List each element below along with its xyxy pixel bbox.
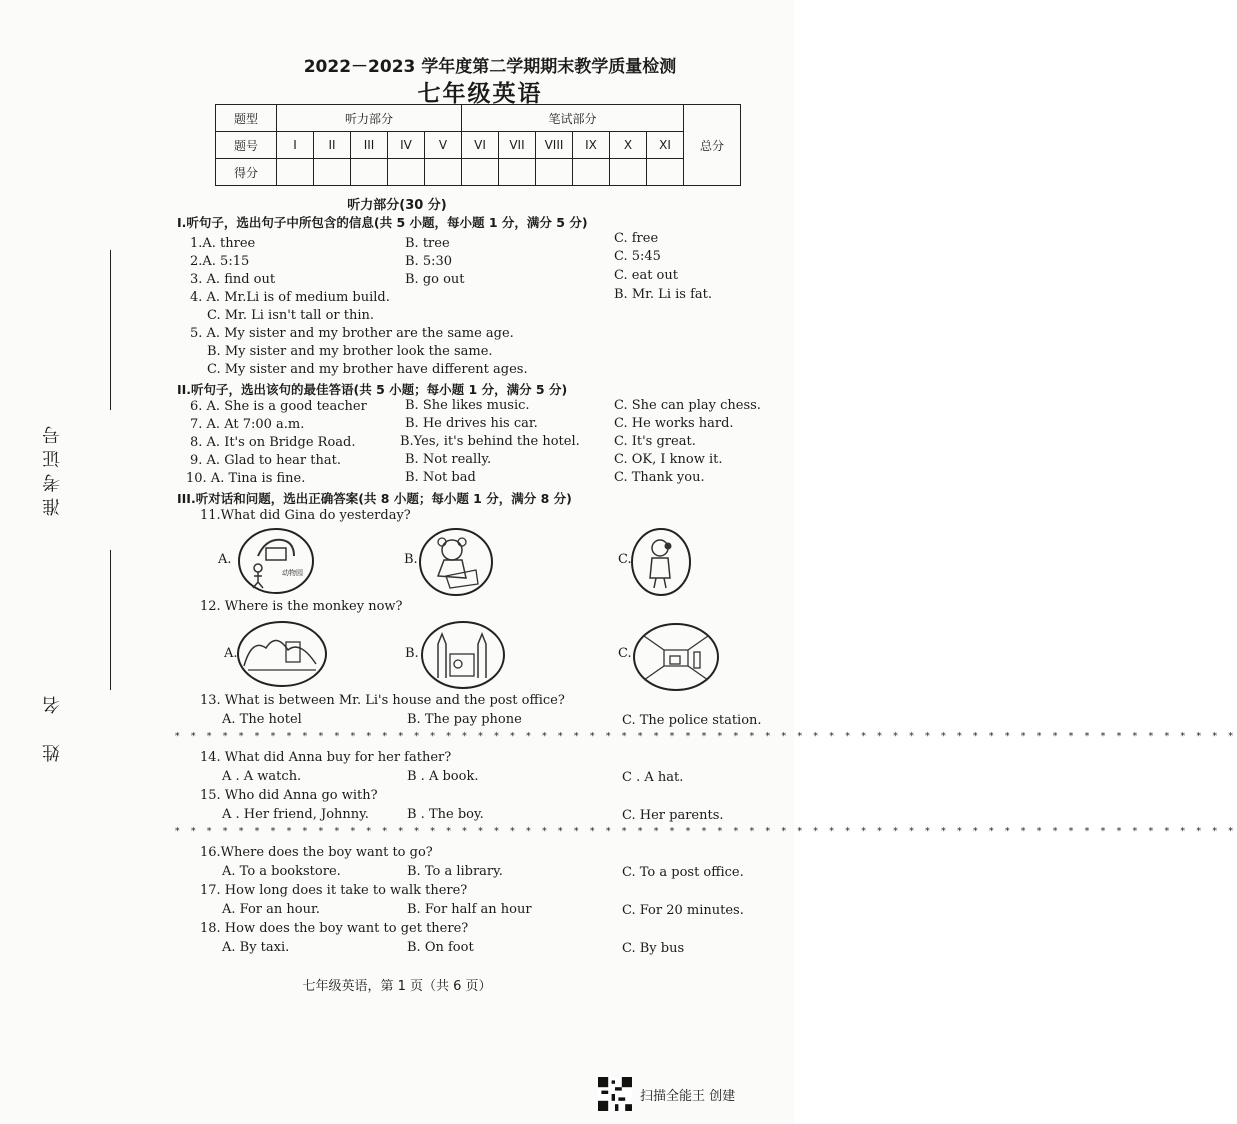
num-cell: II — [314, 132, 351, 159]
section2-heading: II.听句子，选出该句的最佳答语(共 5 小题；每小题 1 分，满分 5 分) — [177, 382, 568, 397]
q15-b: B . The boy. — [407, 807, 484, 822]
q11-label-a: A. — [218, 552, 232, 567]
q13-c: C. The police station. — [622, 713, 762, 728]
q16-a: A. To a bookstore. — [222, 864, 341, 879]
q9-b: B. Not really. — [405, 452, 492, 467]
q16-c: C. To a post office. — [622, 865, 744, 880]
q1-b: B. tree — [405, 236, 450, 251]
q15-text: 15. Who did Anna go with? — [200, 788, 378, 803]
q9-c: C. OK, I know it. — [614, 452, 723, 467]
q6-a: 6. A. She is a good teacher — [190, 399, 367, 414]
q8-b: B.Yes, it's behind the hotel. — [400, 434, 580, 449]
q12-label-a: A. — [224, 646, 238, 661]
q15-a: A . Her friend, Johnny. — [222, 807, 369, 822]
q2-a: 2.A. 5:15 — [190, 254, 250, 269]
q10-c: C. Thank you. — [614, 470, 705, 485]
score-cell[interactable] — [610, 159, 647, 186]
q18-c: C. By bus — [622, 941, 685, 956]
score-table — [215, 104, 741, 186]
q3-b: B. go out — [405, 272, 465, 287]
num-cell: X — [610, 132, 647, 159]
score-cell[interactable] — [425, 159, 462, 186]
num-cell: VI — [462, 132, 499, 159]
q1-c: C. free — [614, 231, 659, 246]
q12-label-b: B. — [405, 646, 419, 661]
q2-c: C. 5:45 — [614, 249, 661, 264]
q8-a: 8. A. It's on Bridge Road. — [190, 435, 356, 450]
number-label: 题号 — [216, 132, 277, 159]
section1-heading: I.听句子，选出句子中所包含的信息(共 5 小题，每小题 1 分，满分 5 分) — [177, 215, 588, 230]
exam-number-line — [110, 250, 111, 410]
q11-picture-girl — [630, 526, 692, 598]
q4-a: 4. A. Mr.Li is of medium build. — [190, 290, 390, 305]
num-cell: III — [351, 132, 388, 159]
q3-a: 3. A. find out — [190, 272, 276, 287]
q18-b: B. On foot — [407, 940, 474, 955]
q18-a: A. By taxi. — [222, 940, 290, 955]
q7-c: C. He works hard. — [614, 416, 734, 431]
q13-a: A. The hotel — [222, 712, 302, 727]
q5-a: 5. A. My sister and my brother are the same age. — [190, 326, 514, 341]
page-footer: 七年级英语，第 1 页（共 6 页） — [302, 979, 492, 994]
writing-label: 笔试部分 — [462, 105, 684, 132]
q6-c: C. She can play chess. — [614, 398, 761, 413]
type-label: 题型 — [216, 105, 277, 132]
q8-c: C. It's great. — [614, 434, 696, 449]
q15-c: C. Her parents. — [622, 808, 724, 823]
num-cell: VII — [499, 132, 536, 159]
q11-picture-zoo — [236, 526, 316, 596]
q16-text: 16.Where does the boy want to go? — [200, 845, 433, 860]
q17-a: A. For an hour. — [222, 902, 320, 917]
score-cell[interactable] — [499, 159, 536, 186]
exam-number-label: 准考证号 — [42, 420, 63, 516]
q17-b: B. For half an hour — [407, 902, 532, 917]
exam-title: 2022－2023 学年度第二学期期末教学质量检测 — [303, 57, 677, 77]
q4-b: B. Mr. Li is fat. — [614, 287, 712, 302]
q12-picture-mountain — [236, 620, 328, 688]
q11-label-b: B. — [404, 552, 418, 567]
binding-margin — [40, 250, 90, 810]
zoo-sign: 动物园 — [282, 569, 303, 577]
scanner-brand: 扫描全能王 创建 — [640, 1089, 736, 1104]
score-cell[interactable] — [647, 159, 684, 186]
qr-code-icon — [598, 1077, 632, 1111]
q11-label-c: C. — [618, 552, 632, 567]
exam-subject: 七年级英语 — [417, 81, 543, 107]
q7-a: 7. A. At 7:00 a.m. — [190, 417, 305, 432]
num-cell: IV — [388, 132, 425, 159]
q18-text: 18. How does the boy want to get there? — [200, 921, 469, 936]
q14-b: B . A book. — [407, 769, 479, 784]
q12-text: 12. Where is the monkey now? — [200, 599, 403, 614]
score-cell[interactable] — [351, 159, 388, 186]
q1-a: 1.A. three — [190, 236, 256, 251]
q5-b: B. My sister and my brother look the same. — [207, 344, 493, 359]
q7-b: B. He drives his car. — [405, 416, 538, 431]
q10-a: 10. A. Tina is fine. — [186, 471, 306, 486]
q12-picture-castle — [420, 620, 506, 690]
q17-c: C. For 20 minutes. — [622, 903, 744, 918]
num-cell: IX — [573, 132, 610, 159]
q9-a: 9. A. Glad to hear that. — [190, 453, 341, 468]
score-cell[interactable] — [536, 159, 573, 186]
listening-section-title: 听力部分(30 分) — [347, 198, 447, 213]
score-cell[interactable] — [573, 159, 610, 186]
total-label: 总分 — [684, 105, 741, 186]
score-cell[interactable] — [388, 159, 425, 186]
listening-label: 听力部分 — [277, 105, 462, 132]
divider-stars: * * * * * * * * * * * * * * * * * * * * * * * * * * * * * * * * * * * * * * * * * * * * * * * * * * * * * * * * * * * * * * * * * * * — [175, 827, 1237, 837]
score-label: 得分 — [216, 159, 277, 186]
q14-a: A . A watch. — [222, 769, 302, 784]
q14-c: C . A hat. — [622, 770, 684, 785]
q4-c: C. Mr. Li isn't tall or thin. — [207, 308, 375, 323]
q16-b: B. To a library. — [407, 864, 503, 879]
q2-b: B. 5:30 — [405, 254, 453, 269]
score-cell[interactable] — [314, 159, 351, 186]
name-label: 姓 名 — [42, 690, 63, 762]
num-cell: V — [425, 132, 462, 159]
q10-b: B. Not bad — [405, 470, 476, 485]
section3-heading: III.听对话和问题，选出正确答案(共 8 小题；每小题 1 分，满分 8 分) — [177, 491, 572, 506]
q11-picture-drawing — [416, 526, 496, 598]
q5-c: C. My sister and my brother have different ages. — [207, 362, 528, 377]
score-cell[interactable] — [462, 159, 499, 186]
num-cell: XI — [647, 132, 684, 159]
q13-b: B. The pay phone — [407, 712, 522, 727]
name-line — [110, 550, 111, 690]
q12-label-c: C. — [618, 646, 632, 661]
q12-picture-room — [632, 622, 720, 692]
q14-text: 14. What did Anna buy for her father? — [200, 750, 452, 765]
divider-stars: * * * * * * * * * * * * * * * * * * * * * * * * * * * * * * * * * * * * * * * * * * * * * * * * * * * * * * * * * * * * * * * * * * * — [175, 732, 1237, 742]
q6-b: B. She likes music. — [405, 398, 530, 413]
q11-text: 11.What did Gina do yesterday? — [200, 508, 411, 523]
q3-c: C. eat out — [614, 268, 678, 283]
score-cell[interactable] — [277, 159, 314, 186]
q13-text: 13. What is between Mr. Li's house and the post office? — [200, 693, 565, 708]
num-cell: VIII — [536, 132, 573, 159]
q17-text: 17. How long does it take to walk there? — [200, 883, 468, 898]
num-cell: I — [277, 132, 314, 159]
